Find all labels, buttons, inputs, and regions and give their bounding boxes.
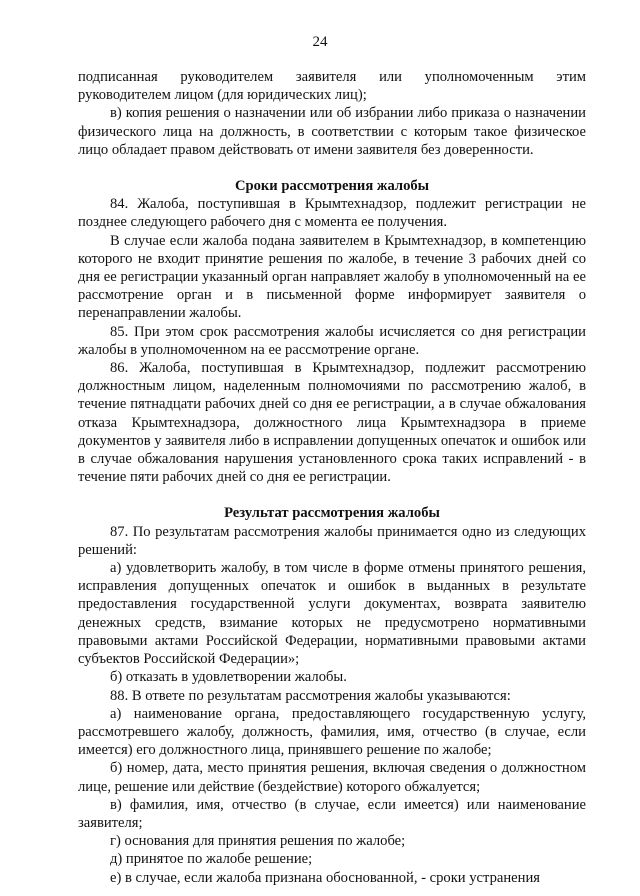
paragraph: г) основания для принятия решения по жалобе; xyxy=(110,833,406,850)
paragraph: 88. В ответе по результатам рассмотрения жалобы указываются: xyxy=(110,687,511,704)
paragraph-continuation: подписанная руководителем заявителя или уполномоченным этим руководителем лицом (для юридических лиц); xyxy=(78,69,586,104)
paragraph: В случае если жалоба подана заявителем в Крымтехнадзор, в компетенцию которого не входит принятие решения по жалобе, в течение 3 рабочих дней со дня ее регистрации указанный орган направляет жалобу в уполномоченный на ее рассмотрение орган и в письменной форме информирует заявителя о перенаправлении жалобы. xyxy=(78,232,586,322)
paragraph: в) копия решения о назначении или об избрании либо приказа о назначении физического лица на должность, в соответствии с которым такое физическое лицо обладает правом действовать от имени заявителя без доверенности. xyxy=(78,105,586,158)
section-heading-review-result: Результат рассмотрения жалобы xyxy=(224,505,440,522)
paragraph: 84. Жалоба, поступившая в Крымтехнадзор, подлежит регистрации не позднее следующего рабочего дня с момента ее получения. xyxy=(78,196,586,231)
paragraph: 86. Жалоба, поступившая в Крымтехнадзор, подлежит рассмотрению должностным лицом, наделенным полномочиями по рассмотрению жалоб, в течение пятнадцати рабочих дней со дня ее регистрации, а в случае обжалования отказа Крымтехнадзора, должностного лица Крымтехнадзора в приеме документов у заявителя либо в исправлении допущенных опечаток и ошибок или в случае обжалования нарушения установленного срока таких исправлений - в течение пяти рабочих дней со дня ее регистрации. xyxy=(78,360,586,486)
section-heading-review-terms: Сроки рассмотрения жалобы xyxy=(234,178,430,195)
paragraph: б) отказать в удовлетворении жалобы. xyxy=(110,669,347,686)
spacer xyxy=(78,159,586,177)
paragraph: в) фамилия, имя, отчество (в случае, если имеется) или наименование заявителя; xyxy=(78,796,586,831)
paragraph: е) в случае, если жалоба признана обоснованной, - сроки устранения xyxy=(110,869,540,886)
paragraph: 85. При этом срок рассмотрения жалобы исчисляется со дня регистрации жалобы в уполномоченном на ее рассмотрение органе. xyxy=(78,323,586,358)
paragraph: а) наименование органа, предоставляющего государственную услугу, рассмотревшего жалобу, должность, фамилия, имя, отчество (в случае, если имеется) его должностного лица, принявшего решение по жалобе; xyxy=(78,705,586,759)
spacer xyxy=(78,486,586,504)
paragraph: б) номер, дата, место принятия решения, включая сведения о должностном лице, решение или действие (бездействие) которого обжалуется; xyxy=(78,760,586,795)
paragraph: 87. По результатам рассмотрения жалобы принимается одно из следующих решений: xyxy=(78,523,586,558)
paragraph: а) удовлетворить жалобу, в том числе в форме отмены принятого решения, исправления допущенных опечаток и ошибок в выданных в результате предоставления государственной услуги документах, возврата заявителю денежных средств, взимание которых не предусмотрено нормативными правовыми актами Российской Федерации, нормативными правовыми актами субъектов Российской Федерации»; xyxy=(78,560,586,668)
paragraph: д) принятое по жалобе решение; xyxy=(110,851,313,868)
page-content xyxy=(78,68,586,887)
page-number: 24 xyxy=(312,34,328,50)
